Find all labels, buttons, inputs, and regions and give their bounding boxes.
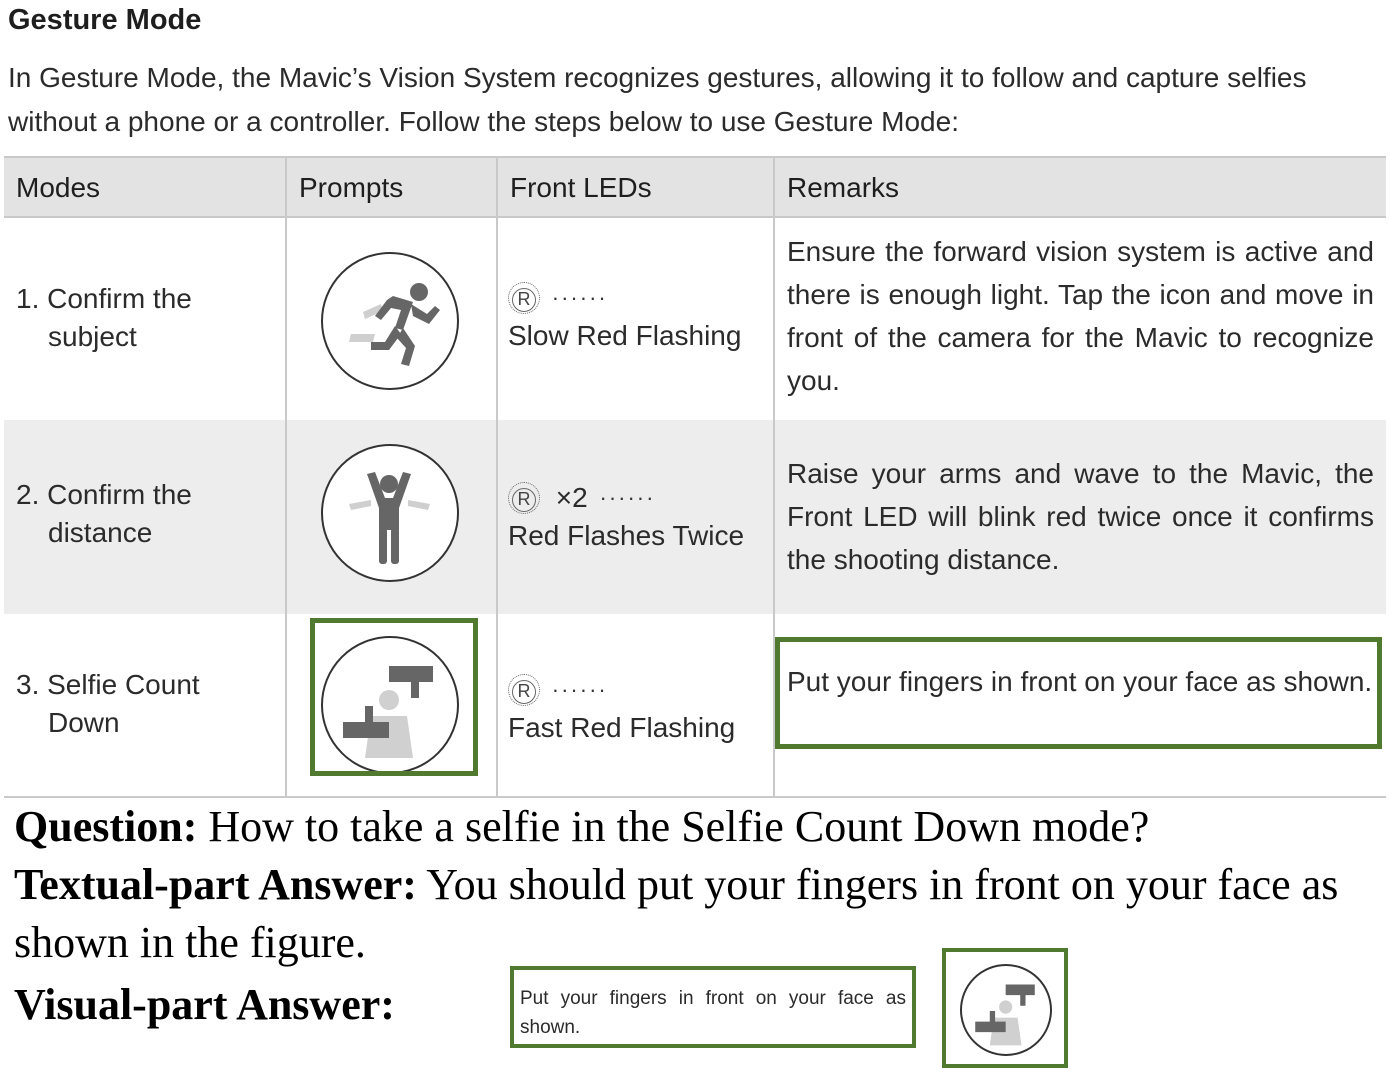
prompt-cell — [287, 420, 498, 614]
highlight-box-remark — [775, 637, 1382, 749]
mode-text: 2. Confirm the distance — [16, 479, 192, 548]
textual-answer: Textual-part Answer: You should put your fingers in front on your face as shown in the figure. — [14, 860, 1339, 967]
led-cell — [498, 420, 775, 614]
mode-cell — [4, 614, 287, 796]
led-indicator: R ······ Slow Red Flashing — [508, 280, 741, 352]
led-label: Fast Red Flashing — [508, 711, 736, 743]
led-cell — [498, 614, 775, 796]
mode-text: 1. Confirm the subject — [16, 283, 192, 352]
led-label: Red Flashes Twice — [508, 519, 745, 551]
red-led-icon: R — [508, 482, 540, 514]
question-line: Question: How to take a selfie in the Selfie Count Down mode? — [14, 802, 1150, 851]
table-header-row — [4, 156, 1386, 218]
visual-answer-remark: Put your fingers in front on your face as shown. — [510, 966, 916, 1048]
intro-paragraph: In Gesture Mode, the Mavic’s Vision System recognizes gestures, allowing it to follow and capture selfies without a phone or a controller. Follow the steps below to use Gesture Mode: — [8, 62, 1307, 137]
visual-answer-icon-box — [942, 948, 1068, 1068]
header-front-leds: Front LEDs — [498, 158, 775, 216]
red-led-icon: R — [508, 674, 540, 706]
header-remarks: Remarks — [787, 172, 900, 203]
page-title: Gesture Mode — [8, 4, 202, 36]
led-label: Slow Red Flashing — [508, 319, 742, 351]
remark-cell — [775, 218, 1386, 420]
arms-raised-person-icon — [321, 444, 459, 582]
mode-cell — [4, 218, 287, 420]
mode-text: 3. Selfie Count Down — [16, 669, 200, 738]
led-indicator: R ······ Fast Red Flashing — [508, 672, 735, 744]
prompt-cell — [287, 218, 498, 420]
remark-text: Put your fingers in front on your face as shown. — [787, 666, 1373, 697]
led-indicator: R ×2 ······ Red Flashes Twice — [508, 481, 745, 551]
red-led-icon: R — [508, 282, 540, 314]
header-prompts: Prompts — [287, 158, 498, 216]
remark-cell — [775, 420, 1386, 614]
table-row — [4, 218, 1386, 420]
remark-text: Ensure the forward vision system is active and there is enough light. Tap the icon and move in front of the camera for the Mavic to recognize you. — [787, 236, 1374, 396]
finger-frame-selfie-icon — [960, 964, 1052, 1056]
header-modes: Modes — [4, 158, 287, 216]
remark-text: Raise your arms and wave to the Mavic, the Front LED will blink red twice once it confirms the shooting distance. — [787, 458, 1374, 575]
running-person-icon — [321, 252, 459, 390]
visual-answer-label: Visual-part Answer: — [14, 980, 395, 1029]
table-row — [4, 420, 1386, 614]
mode-cell — [4, 420, 287, 614]
led-cell — [498, 218, 775, 420]
highlight-box-icon — [310, 618, 478, 776]
